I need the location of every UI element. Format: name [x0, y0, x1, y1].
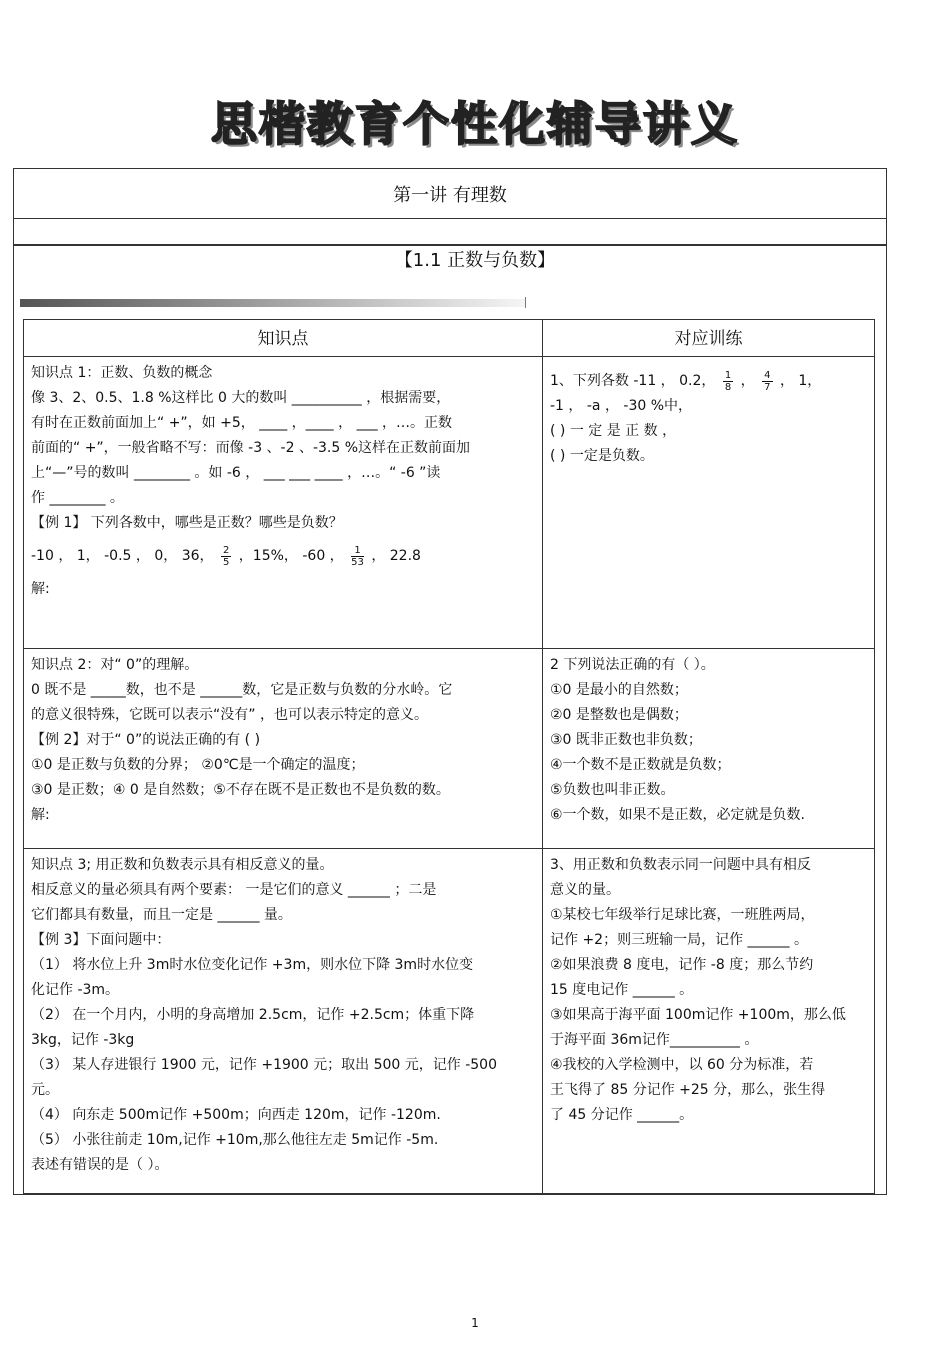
text-line: 它们都具有数量，而且一定是 ______ 量。 [31, 907, 292, 923]
text-line: （3） 某人存进银行 1900 元，记作 +1900 元；取出 500 元，记作 -500 [31, 1057, 497, 1073]
fraction-numerator: 4 [764, 369, 771, 381]
training-cell-2 [543, 649, 875, 849]
text-line: 前面的“ +”，一般省略不写：而像 -3 、-2 、-3.5 %这样在正数前面加 [31, 440, 471, 456]
fraction [762, 370, 772, 393]
text-line: -1 ， -a ， -30 %中， [550, 398, 693, 414]
number-list-part: ，15%， -60 ， [238, 548, 344, 564]
text-line: 【例 3】下面问题中： [31, 932, 171, 948]
text-line: ②如果浪费 8 度电，记作 -8 度；那么节约 [550, 957, 814, 973]
knowledge-cell-1 [24, 357, 543, 649]
blank-row [13, 218, 887, 245]
text-line: 元。 [31, 1082, 59, 1098]
text-line: 上“—”号的数叫 ________ 。如 -6 ， ___ ___ ____ ，…。“ -6 ”读 [31, 465, 441, 481]
question-part: ， [740, 373, 755, 389]
text-line: 记作 +2；则三班输一局，记作 ______ 。 [550, 932, 808, 948]
text-line: 有时在正数前面加上“ +”，如 +5， ____ ，____ ， ___ ，…。正数 [31, 415, 453, 431]
text-line: ( ) 一 定 是 正 数 ， [550, 423, 677, 439]
text-line: ③0 既非正数也非负数； [550, 732, 702, 748]
text-line: 【例 2】对于“ 0”的说法正确的有 ( ) [31, 732, 261, 748]
text-line: 于海平面 36m记作__________ 。 [550, 1032, 759, 1048]
text-line: ⑤负数也叫非正数。 [550, 782, 675, 798]
text-line: ③如果高于海平面 100m记作 +100m，那么低 [550, 1007, 846, 1023]
lecture-title-box [13, 168, 887, 219]
text-line: 解: [31, 807, 50, 823]
fraction-denominator: 53 [351, 556, 364, 568]
number-list-line [31, 544, 535, 569]
text-line: ③0 是正数；④ 0 是自然数；⑤不存在既不是正数也不是负数的数。 [31, 782, 450, 798]
knowledge-cell-2 [24, 649, 543, 849]
text-line: 【例 1】 下列各数中，哪些是正数？哪些是负数？ [31, 515, 343, 531]
text-line: ④一个数不是正数就是负数； [550, 757, 731, 773]
fraction [221, 545, 231, 568]
fraction-denominator: 5 [222, 556, 230, 568]
table-row [24, 357, 875, 649]
training-cell-3 [543, 849, 875, 1194]
text-line: 表述有错误的是（ ）。 [31, 1157, 169, 1173]
question-part: 1、下列各数 -11 ， 0.2， [550, 373, 716, 389]
document-title: 思楷教育个性化辅导讲义 [211, 97, 739, 151]
text-line: （1） 将水位上升 3m时水位变化记作 +3m，则水位下降 3m时水位变 [31, 957, 474, 973]
page-number: 1 [471, 1316, 479, 1330]
table-row [24, 649, 875, 849]
text-line: 了 45 分记作 ______。 [550, 1107, 694, 1123]
number-list-part: ， 22.8 [371, 548, 421, 564]
text-line: （2） 在一个月内，小明的身高增加 2.5cm，记作 +2.5cm；体重下降 [31, 1007, 475, 1023]
table-row [24, 849, 875, 1194]
knowledge-table [23, 319, 875, 1194]
section-title: 【1.1 正数与负数】 [394, 250, 556, 271]
text-line: 解: [31, 581, 50, 597]
fraction [351, 545, 364, 568]
fraction [723, 370, 733, 393]
text-line: ①0 是最小的自然数； [550, 682, 688, 698]
text-line: 意义的量。 [550, 882, 620, 898]
fraction-numerator: 1 [724, 369, 732, 381]
text-line: 知识点 1：正数、负数的概念 [31, 365, 213, 381]
lecture-title: 第一讲 有理数 [393, 184, 507, 206]
fraction-numerator: 2 [222, 544, 230, 556]
text-line: 3kg，记作 -3kg [31, 1032, 135, 1048]
text-line: 作 ________ 。 [31, 490, 124, 506]
text-line: 2 下列说法正确的有（ ）。 [550, 657, 715, 673]
divider-tick [525, 297, 526, 308]
fraction-denominator: 7 [764, 381, 771, 393]
text-line: ④我校的入学检测中，以 60 分为标准，若 [550, 1057, 814, 1073]
text-line: 相反意义的量必须具有两个要素： 一是它们的意义 ______ ；二是 [31, 882, 437, 898]
text-line: 像 3、2、0.5、1.8 %这样比 0 大的数叫 __________ ，根据需要， [31, 390, 451, 406]
question-line [550, 369, 867, 394]
text-line: 王飞得了 85 分记作 +25 分，那么，张生得 [550, 1082, 826, 1098]
text-line: 0 既不是 _____数，也不是 ______数，它是正数与负数的分水岭。它 [31, 682, 453, 698]
gradient-divider [20, 299, 525, 307]
text-line: ⑥一个数，如果不是正数，必定就是负数. [550, 807, 805, 823]
text-line: 的意义很特殊，它既可以表示“没有” ，也可以表示特定的意义。 [31, 707, 428, 723]
fraction-numerator: 1 [351, 545, 364, 557]
text-line: ( ) 一定是负数。 [550, 448, 654, 464]
text-line: ②0 是整数也是偶数； [550, 707, 688, 723]
text-line: 知识点 3; 用正数和负数表示具有相反意义的量。 [31, 857, 334, 873]
table-header-row [24, 320, 875, 357]
text-line: （5） 小张往前走 10m,记作 +10m,那么他往左走 5m记作 -5m. [31, 1132, 439, 1148]
knowledge-cell-3 [24, 849, 543, 1194]
text-line: 化记作 -3m。 [31, 982, 120, 998]
text-line: ①0 是正数与负数的分界； ②0℃是一个确定的温度； [31, 757, 365, 773]
fraction-denominator: 8 [724, 381, 732, 393]
header-knowledge: 知识点 [24, 320, 543, 357]
text-line: 3、用正数和负数表示同一问题中具有相反 [550, 857, 811, 873]
text-line: 知识点 2：对“ 0”的理解。 [31, 657, 199, 673]
text-line: 15 度电记作 ______ 。 [550, 982, 694, 998]
text-line: ①某校七年级举行足球比赛，一班胜两局， [550, 907, 815, 923]
training-cell-1 [543, 357, 875, 649]
number-list-part: -10 ， 1， -0.5 ， 0， 36， [31, 548, 214, 564]
question-part: ， 1， [779, 373, 822, 389]
header-training: 对应训练 [543, 320, 875, 357]
text-line: （4） 向东走 500m记作 +500m；向西走 120m，记作 -120m. [31, 1107, 441, 1123]
